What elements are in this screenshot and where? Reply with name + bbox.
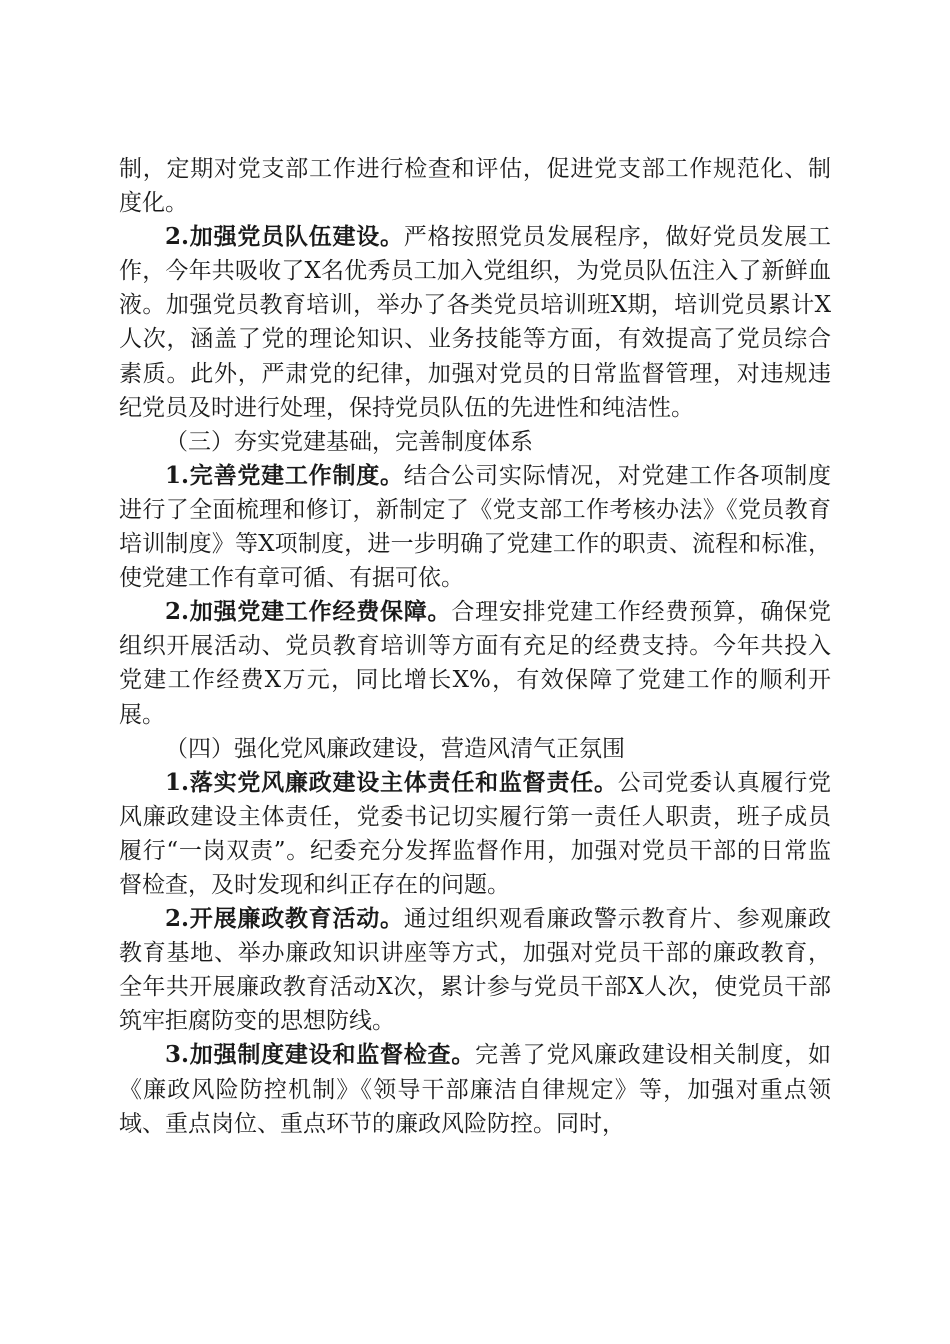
paragraph-lead: 3.加强制度建设和监督检查。 — [165, 1041, 476, 1069]
paragraph-text: 制，定期对党支部工作进行检查和评估，促进党支部工作规范化、制度化。 — [119, 156, 831, 217]
document-page — [119, 152, 831, 1141]
paragraph-lead: 1.落实党风廉政建设主体责任和监督责任。 — [165, 768, 618, 796]
paragraph-lead: 1.完善党建工作制度。 — [165, 461, 404, 489]
paragraph-text: 公司党委认真履行党风廉政建设主体责任，党委书记切实履行第一责任人职责，班子成员履行“一岗双责”。纪委充分发挥监督作用，加强对党员干部的日常监督检查，及时发现和纠正存在的问题。 — [119, 769, 831, 898]
paragraph-item — [119, 1038, 831, 1140]
paragraph-text: 完善了党风廉政建设相关制度，如《廉政风险防控机制》《领导干部廉洁自律规定》等，加强对重点领域、重点岗位、重点环节的廉政风险防控。同时， — [119, 1042, 832, 1137]
paragraph-item — [119, 595, 831, 731]
section-heading: （三）夯实党建基础，完善制度体系 — [165, 428, 533, 455]
paragraph-item — [119, 459, 831, 595]
paragraph-text: 合理安排党建工作经费预算，确保党组织开展活动、党员教育培训等方面有充足的经费支持。今年共投入党建工作经费X万元，同比增长X%，有效保障了党建工作的顺利开展。 — [119, 599, 832, 728]
paragraph-text: 结合公司实际情况，对党建工作各项制度进行了全面梳理和修订，新制定了《党支部工作考核办法》《党员教育培训制度》等X项制度，进一步明确了党建工作的职责、流程和标准，使党建工作有章可循、有据可依。 — [119, 462, 832, 592]
paragraph-item — [119, 220, 831, 425]
section-heading: （四）强化党风廉政建设，营造风清气正氛围 — [165, 735, 625, 762]
paragraph-text: 通过组织观看廉政警示教育片、参观廉政教育基地、举办廉政知识讲座等方式，加强对党员干部的廉政教育，全年共开展廉政教育活动X次，累计参与党员干部X人次，使党员干部筑牢拒腐防变的思想防线。 — [119, 906, 832, 1035]
paragraph-text: 严格按照党员发展程序，做好党员发展工作，今年共吸收了X名优秀员工加入党组织，为党员队伍注入了新鲜血液。加强党员教育培训，举办了各类党员培训班X期，培训党员累计X人次，涵盖了党的理论知识、业务技能等方面，有效提高了党员综合素质。此外，严肃党的纪律，加强对党员的日常监督管理，对违规违纪党员及时进行处理，保持党员队伍的先进性和纯洁性。 — [119, 224, 832, 421]
paragraph-lead: 2.加强党员队伍建设。 — [165, 223, 404, 251]
paragraph-lead: 2.加强党建工作经费保障。 — [165, 598, 452, 626]
paragraph-continuation — [119, 152, 831, 220]
paragraph-lead: 2.开展廉政教育活动。 — [165, 905, 404, 933]
paragraph-item — [119, 766, 831, 902]
paragraph-item — [119, 902, 831, 1038]
